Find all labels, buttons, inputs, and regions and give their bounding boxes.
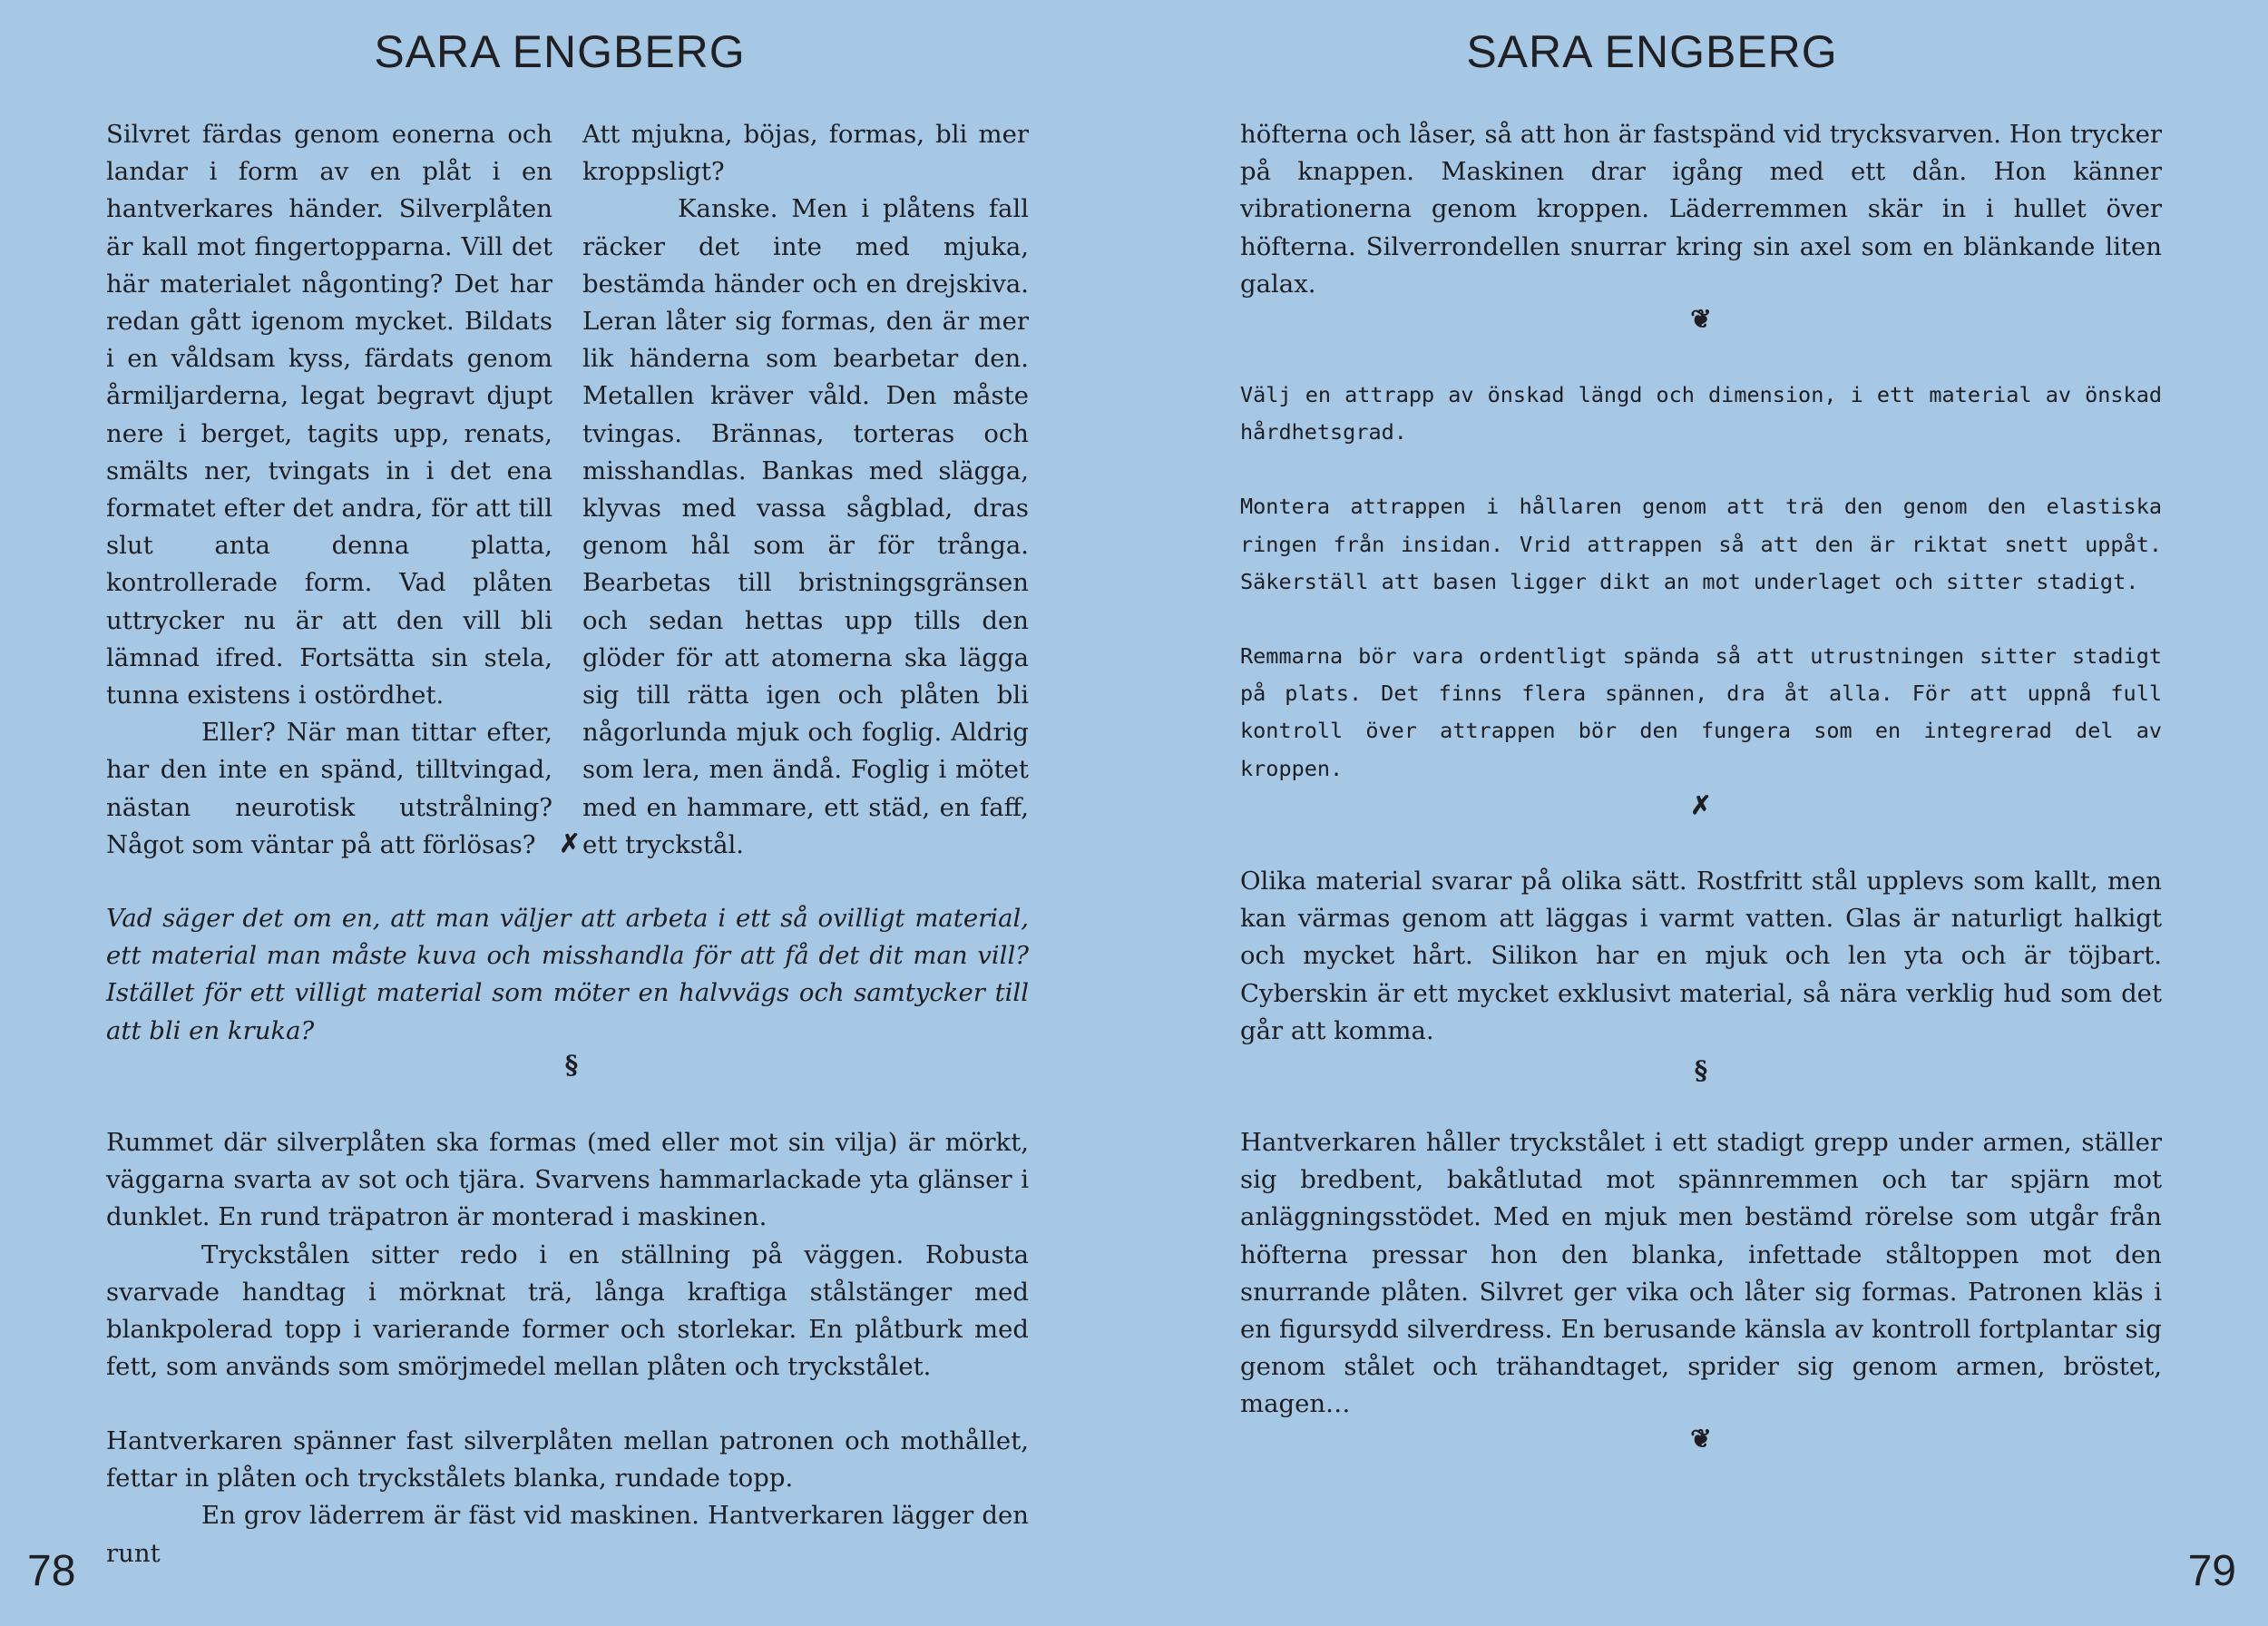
right-page	[1134, 0, 2268, 1626]
paragraph: Olika material svarar på olika sätt. Rostfritt stål upplevs som kallt, men kan värmas genom att läggas i varmt vatten. Glas är naturligt halkigt och mycket hårt. Silikon har en mjuk och len yta och är töjbart. Cyberskin är ett mycket exklusivt material, så nära verklig hud som det går att komma.	[1240, 867, 2162, 1045]
section-text	[1240, 1124, 2162, 1424]
paragraph: höfterna och låser, så att hon är fastspänd vid trycksvarven. Hon trycker på knappen. Maskinen drar igång med ett dån. Hon känner vibrationerna genom kroppen. Läderremmen skär in i hullet över höfterna. Silverrondellen snurrar kring sin axel som en blänkande liten galax.	[1240, 120, 2162, 299]
section-text	[106, 1423, 1029, 1572]
column-left-1	[106, 116, 552, 864]
ornament-icon: §	[564, 1050, 579, 1080]
instruction-paragraph: Remmarna bör vara ordentligt spända så att utrustningen sitter stadigt på plats. Det finns flera spännen, dra åt alla. För att uppnå full kontroll över attrappen bör den fungera som en integrerad del av kroppen.	[1240, 643, 2162, 781]
running-header: SARA ENGBERG	[1466, 26, 1838, 77]
column-left-2	[582, 116, 1029, 864]
paragraph: Hantverkaren spänner fast silverplåten mellan patronen och mothållet, fettar in plåten och tryckstålets blanka, rundade topp.	[106, 1426, 1029, 1494]
paragraph: Rummet där silverplåten ska formas (med eller mot sin vilja) är mörkt, väggarna svarta av sot och tjära. Svarvens hammarlackade yta glänser i dunklet. En rund träpatron är monterad i maskinen.	[106, 1128, 1029, 1232]
paragraph: Tryckstålen sitter redo i en ställning på väggen. Robusta svarvade handtag i mörknat trä, långa kraftiga stålstänger med blankpolerad topp i varierande former och storlekar. En plåtburk med fett, som används som smörjmedel mellan plåten och tryckstålet.	[106, 1239, 1029, 1382]
section-text	[1240, 863, 2162, 1050]
instruction-paragraph: Montera attrappen i hållaren genom att trä den genom den elastiska ringen från insidan. Vrid attrappen så att den är riktat snett uppåt. Säkerställ att basen ligger dikt an mot underlaget och sitter stadigt.	[1240, 494, 2162, 594]
section-text	[1240, 116, 2162, 303]
instruction-paragraph: Välj en attrapp av önskad längd och dimension, i ett material av önskad hårdhetsgrad.	[1240, 382, 2162, 446]
italic-passage	[106, 900, 1029, 1050]
ornament-icon: ✗	[559, 828, 581, 858]
paragraph: Hantverkaren håller tryckstålet i ett stadigt grepp under armen, ställer sig bredbent, bakåtlutad mot spännremmen och tar spjärn mot anläggningsstödet. Med en mjuk men bestämd rörelse som utgår från höfterna pressar hon den blanka, infettade ståltoppen mot den snurrande plåten. Silvret ger vika och låter sig formas. Patronen kläs i en figursydd silverdress. En berusande känsla av kontroll fortplantar sig genom stålet och trähandtaget, sprider sig genom armen, bröstet, magen…	[1240, 1128, 2162, 1419]
page-number: 78	[27, 1547, 76, 1595]
paragraph: Silvret färdas genom eonerna och landar i form av en plåt i en hantverkares händer. Silverplåten är kall mot fingertopparna. Vill det här materialet någonting? Det har redan gått igenom mycket. Bildats i en våldsam kyss, färdats genom årmiljarderna, legat begravt djupt nere i berget, tagits upp, renats, smälts ner, tvingats in i det ena formatet efter det andra, för att till slut anta denna platta, kontrollerade form. Vad plåten uttrycker nu är att den vill bli lämnad ifred. Fortsätta sin stela, tunna existens i ostördhet.	[106, 120, 552, 710]
ornament-icon: ✗	[1690, 790, 1712, 820]
running-header: SARA ENGBERG	[374, 26, 746, 77]
paragraph: Att mjukna, böjas, formas, bli mer kroppsligt?	[582, 120, 1029, 187]
ornament-icon: ❦	[1690, 304, 1712, 334]
paragraph: Kanske. Men i plåtens fall räcker det inte med mjuka, bestämda händer och en drejskiva. Leran låter sig formas, den är mer lik händerna som bearbetar den. Metallen kräver våld. Den måste tvingas. Brännas, torteras och misshandlas. Bankas med slägga, klyvas med vassa sågblad, dras genom hål som är för trånga. Bearbetas till bristningsgränsen och sedan hettas upp tills den glöder för att atomerna ska lägga sig till rätta igen och plåten bli någorlunda mjuk och foglig. Aldrig som lera, men ändå. Foglig i mötet med en hammare, ett städ, en faff, ett tryckstål.	[582, 194, 1029, 859]
paragraph: Eller? När man tittar efter, har den inte en spänd, tilltvingad, nästan neurotisk utstrålning? Något som väntar på att förlösas?	[106, 718, 552, 859]
ornament-icon: §	[1694, 1055, 1708, 1085]
section-text	[106, 1124, 1029, 1386]
page-number: 79	[2187, 1547, 2236, 1595]
paragraph: Vad säger det om en, att man väljer att arbeta i ett så ovilligt material, ett material man måste kuva och misshandla för att få det dit man vill? Istället för ett villigt material som möter en halvvägs och samtycker till att bli en kruka?	[106, 904, 1029, 1045]
ornament-icon: ❦	[1690, 1424, 1712, 1454]
instructions-block	[1240, 377, 2162, 788]
paragraph: En grov läderrem är fäst vid maskinen. Hantverkaren lägger den runt	[106, 1501, 1029, 1568]
